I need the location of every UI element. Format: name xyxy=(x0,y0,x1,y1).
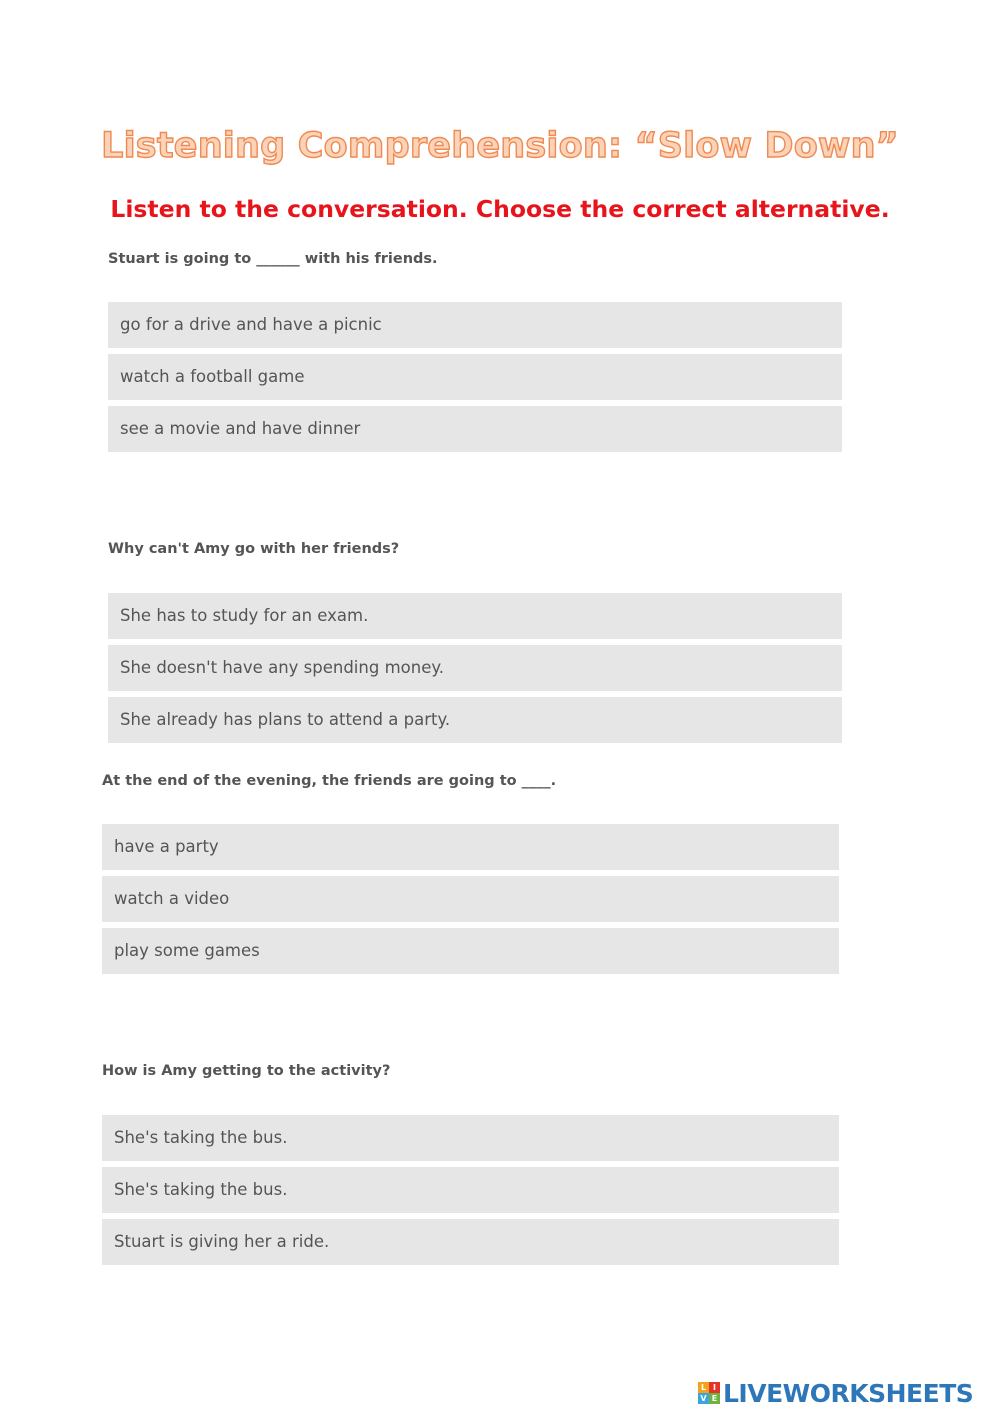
logo-badge-letter: E xyxy=(709,1393,720,1404)
question-2-option-2[interactable]: She doesn't have any spending money. xyxy=(108,645,842,691)
question-4-prompt: How is Amy getting to the activity? xyxy=(102,1063,391,1079)
logo-badge-letter: L xyxy=(698,1382,709,1393)
question-3-prompt: At the end of the evening, the friends are going to ____. xyxy=(102,773,557,789)
question-4-option-2[interactable]: She's taking the bus. xyxy=(102,1167,839,1213)
logo-text: LIVEWORKSHEETS xyxy=(723,1378,974,1408)
question-1-option-1[interactable]: go for a drive and have a picnic xyxy=(108,302,842,348)
question-1-prompt: Stuart is going to ______ with his friends. xyxy=(108,251,438,267)
question-1-option-3[interactable]: see a movie and have dinner xyxy=(108,406,842,452)
instruction-text: Listen to the conversation. Choose the correct alternative. xyxy=(110,195,890,223)
question-2-option-1[interactable]: She has to study for an exam. xyxy=(108,593,842,639)
question-3-option-1[interactable]: have a party xyxy=(102,824,839,870)
question-4-option-1[interactable]: She's taking the bus. xyxy=(102,1115,839,1161)
liveworksheets-logo xyxy=(698,1378,973,1408)
question-2-option-3[interactable]: She already has plans to attend a party. xyxy=(108,697,842,743)
logo-badge-letter: V xyxy=(698,1393,709,1404)
question-2-prompt: Why can't Amy go with her friends? xyxy=(108,541,400,557)
question-1-option-2[interactable]: watch a football game xyxy=(108,354,842,400)
question-4-option-3[interactable]: Stuart is giving her a ride. xyxy=(102,1219,839,1265)
worksheet-title: Listening Comprehension: “Slow Down” xyxy=(101,126,899,166)
logo-badge-letter: I xyxy=(709,1382,720,1393)
question-3-option-3[interactable]: play some games xyxy=(102,928,839,974)
logo-badge-icon xyxy=(698,1382,720,1404)
question-3-option-2[interactable]: watch a video xyxy=(102,876,839,922)
